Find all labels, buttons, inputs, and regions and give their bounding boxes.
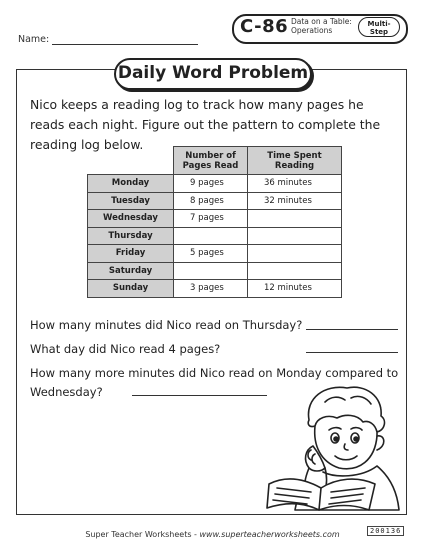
table-row [88,280,342,298]
table-row [88,175,342,193]
table-row [88,210,342,228]
level-line-2: Step [369,28,389,36]
column-header-time-line-1: Time Spent [267,150,322,161]
column-header-pages-line-1: Number of [185,150,236,161]
level-badge [358,17,400,37]
answer-line-2[interactable] [306,352,398,353]
table-row [88,262,342,280]
row-day: Sunday [88,280,174,298]
time-cell-blank[interactable] [248,210,342,228]
table-row [88,227,342,245]
time-cell: 36 minutes [248,175,342,193]
worksheet-code: C-86 [240,16,289,37]
row-day: Thursday [88,227,174,245]
worksheet-title: Daily Word Problem [114,58,312,90]
row-day: Tuesday [88,192,174,210]
table-header-row [88,147,342,175]
pages-cell-blank[interactable] [174,262,248,280]
question-3: How many more minutes did Nico read on Monday compared to Wednesday? [30,366,399,399]
question-2: What day did Nico read 4 pages? [30,342,221,356]
table-row [88,192,342,210]
worksheet-topic: Data on a Table: Operations [291,17,352,35]
table-corner [88,147,174,175]
pages-cell: 9 pages [174,175,248,193]
answer-line-1[interactable] [306,329,398,330]
reading-log-table [87,146,342,298]
pages-cell: 5 pages [174,245,248,263]
answer-line-3[interactable] [132,395,267,396]
time-cell-blank[interactable] [248,227,342,245]
footer-site-link[interactable]: www.superteacherworksheets.com [199,530,340,539]
name-label: Name: [18,34,50,45]
column-header-pages-line-2: Pages Read [182,160,239,171]
row-day: Monday [88,175,174,193]
pages-cell: 8 pages [174,192,248,210]
footer [0,530,425,539]
column-header-time-line-2: Reading [274,160,315,171]
pages-cell: 3 pages [174,280,248,298]
row-day: Saturday [88,262,174,280]
time-cell-blank[interactable] [248,245,342,263]
problem-intro: Nico keeps a reading log to track how many pages he reads each night. Figure out the pattern to complete the reading log below. [30,97,381,152]
pages-cell: 7 pages [174,210,248,228]
name-answer-line[interactable] [52,44,198,45]
question-1: How many minutes did Nico read on Thursday? [30,318,303,332]
row-day: Friday [88,245,174,263]
time-cell-blank[interactable] [248,262,342,280]
level-line-1: Multi- [367,19,391,28]
time-cell: 12 minutes [248,280,342,298]
pages-cell-blank[interactable] [174,227,248,245]
table-row [88,245,342,263]
footer-brand: Super Teacher Worksheets - [85,530,200,539]
boy-reading-illustration [265,380,405,512]
column-header-pages [174,147,248,175]
time-cell: 32 minutes [248,192,342,210]
column-header-time [248,147,342,175]
row-day: Wednesday [88,210,174,228]
worksheet-reference-number: 200136 [367,526,404,536]
